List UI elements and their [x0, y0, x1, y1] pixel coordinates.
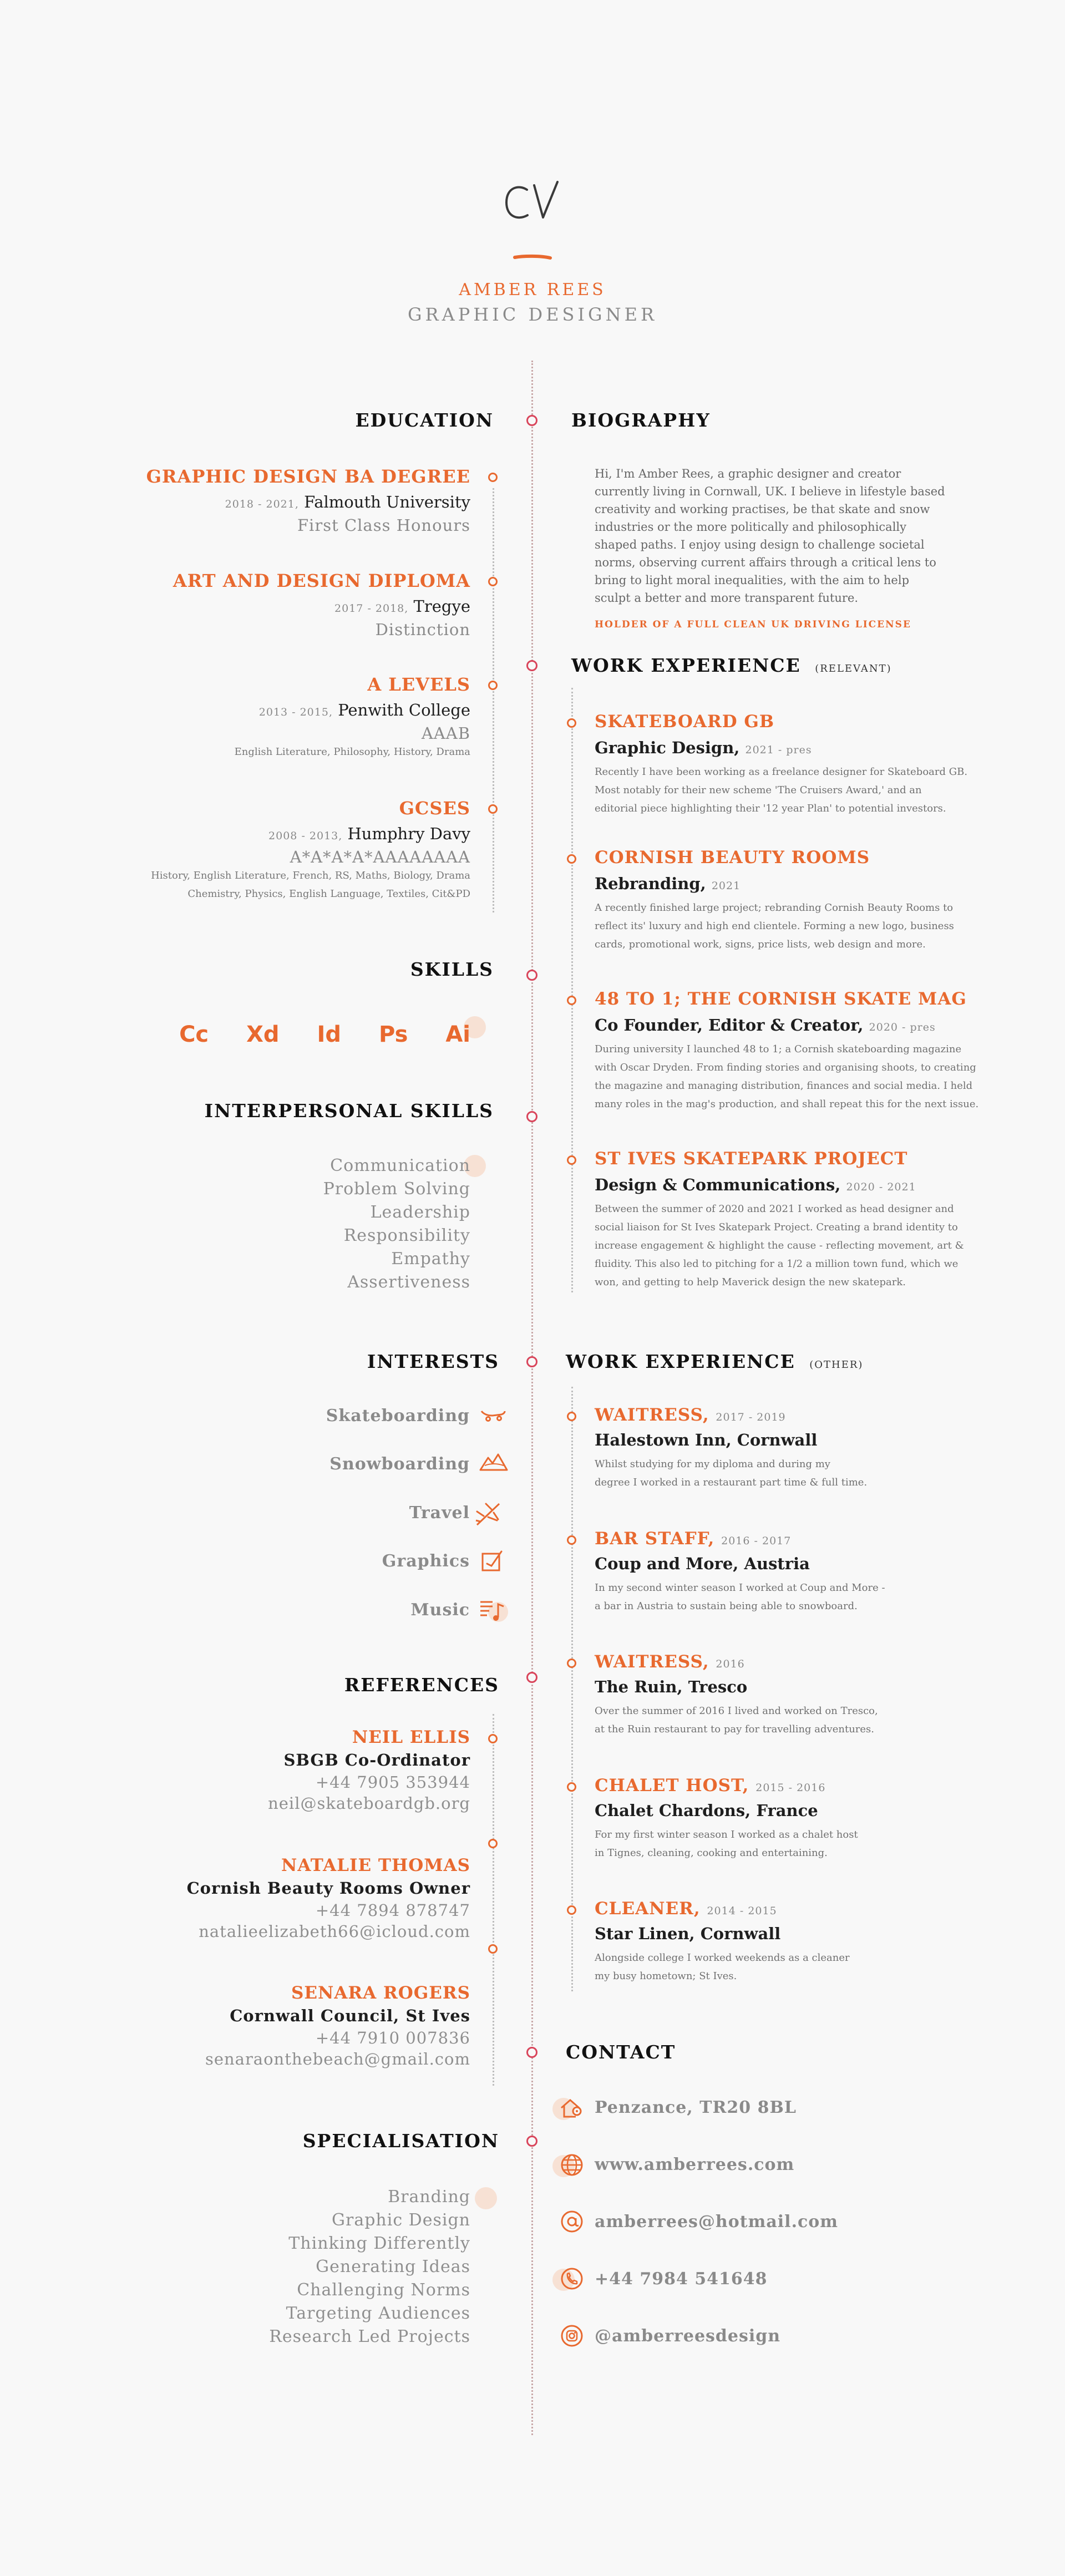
person-name: AMBER REES	[459, 280, 606, 300]
education-node	[488, 577, 498, 586]
reference-email[interactable]: neil@skateboardgb.org	[268, 1794, 470, 1813]
job-years: 2020 - 2021	[846, 1181, 916, 1193]
education-result: Distinction	[375, 620, 470, 639]
job-title: CHALET HOST,	[595, 1776, 749, 1796]
job-role: Co Founder, Editor & Creator,	[595, 1016, 864, 1035]
education-item	[82, 466, 470, 535]
reference-node	[488, 1734, 498, 1743]
job-item	[595, 1899, 994, 1985]
reference-item	[82, 1855, 470, 1941]
education-years: 2008 - 2013,	[268, 830, 343, 842]
reference-role: Cornish Beauty Rooms Owner	[186, 1879, 470, 1898]
skill-ai: Ai	[445, 1022, 470, 1047]
person-role: GRAPHIC DESIGNER	[407, 304, 658, 325]
job-description: In my second winter season I worked at Coup and More - a bar in Austria to sustain being able to snowboard.	[595, 1582, 885, 1612]
reference-phone[interactable]: +44 7905 353944	[315, 1773, 470, 1792]
contact-website[interactable]: www.amberrees.com	[595, 2155, 795, 2174]
job-node	[567, 1659, 576, 1668]
job-title: CLEANER,	[595, 1899, 701, 1919]
highlight-blob	[475, 2187, 497, 2209]
job-item	[595, 1529, 994, 1615]
timeline-node	[526, 970, 537, 981]
job-description: Over the summer of 2016 I lived and worked on Tresco, at the Ruin restaurant to pay for travelling adventures.	[595, 1705, 878, 1735]
home-location-icon	[559, 2096, 585, 2121]
education-school: Penwith College	[338, 701, 470, 719]
reference-phone[interactable]: +44 7894 878747	[315, 1901, 470, 1920]
interest-label: Snowboarding	[329, 1454, 470, 1474]
education-item	[27, 798, 470, 903]
reference-role: Cornwall Council, St Ives	[230, 2006, 470, 2025]
education-subjects: English Literature, Philosophy, History, Drama	[234, 746, 470, 758]
job-place: Star Linen, Cornwall	[595, 1924, 781, 1943]
timeline-node	[526, 415, 537, 426]
software-skills	[149, 1022, 470, 1047]
job-role: Graphic Design,	[595, 738, 740, 757]
timeline-node	[526, 2136, 537, 2147]
work-relevant-timeline	[571, 688, 573, 1292]
mountain-icon	[479, 1452, 508, 1472]
music-icon	[478, 1598, 506, 1622]
reference-role: SBGB Co-Ordinator	[283, 1751, 470, 1769]
job-item	[595, 712, 994, 818]
job-description: During university I launched 48 to 1; a Cornish skateboarding magazine with Oscar Dryden. From finding stories and organising shoots, to creating the magazine and managing distribution, finances and social media. I held many roles in the mag's production, and shall repeat this for the next issue.	[595, 1043, 979, 1110]
job-node	[567, 854, 576, 864]
reference-item	[82, 1983, 470, 2068]
job-employer: 48 TO 1; THE CORNISH SKATE MAG	[595, 989, 967, 1009]
specialisation-item: Thinking Differently	[288, 2234, 470, 2253]
contact-instagram[interactable]: @amberreesdesign	[595, 2326, 781, 2346]
education-degree: GCSES	[399, 798, 470, 819]
job-employer: SKATEBOARD GB	[595, 712, 775, 732]
job-description: A recently finished large project; rebranding Cornish Beauty Rooms to reflect its' luxury and high end clientele. Forming a new logo, business cards, promotional work, signs, price lists, web design and more.	[595, 902, 954, 950]
job-years: 2016	[716, 1658, 745, 1670]
job-employer: ST IVES SKATEPARK PROJECT	[595, 1149, 908, 1169]
education-subjects: History, English Literature, French, RS, Maths, Biology, Drama	[151, 870, 470, 881]
interest-label: Music	[410, 1600, 470, 1620]
job-item	[595, 1405, 994, 1492]
interpersonal-list	[193, 1154, 470, 1294]
job-item	[595, 989, 1016, 1113]
reference-name: NATALIE THOMAS	[281, 1855, 470, 1875]
job-place: Coup and More, Austria	[595, 1554, 810, 1573]
skills-title: SKILLS	[410, 959, 494, 980]
interpersonal-item: Problem Solving	[323, 1179, 470, 1199]
interpersonal-item: Assertiveness	[347, 1272, 470, 1292]
job-years: 2015 - 2016	[755, 1782, 826, 1794]
education-timeline	[493, 488, 494, 912]
interpersonal-item: Empathy	[391, 1249, 470, 1269]
specialisation-item: Generating Ideas	[316, 2257, 470, 2276]
instagram-icon	[559, 2323, 585, 2349]
reference-email[interactable]: natalieelizabeth66@icloud.com	[199, 1922, 470, 1941]
references-title: REFERENCES	[344, 1674, 499, 1696]
job-role: Rebranding,	[595, 874, 706, 893]
education-years: 2017 - 2018,	[334, 602, 409, 615]
at-sign-icon	[559, 2209, 585, 2234]
timeline-node	[526, 660, 537, 671]
work-relevant-title: WORK EXPERIENCE (RELEVANT)	[571, 655, 892, 676]
education-title: EDUCATION	[355, 409, 494, 431]
timeline-node	[526, 1672, 537, 1683]
brush-underline	[513, 254, 552, 261]
reference-item	[82, 1727, 470, 1813]
interpersonal-item: Responsibility	[343, 1226, 470, 1245]
interest-label: Skateboarding	[326, 1406, 470, 1426]
job-item	[595, 848, 994, 954]
job-description: Whilst studying for my diploma and during my degree I worked in a restaurant part time & full time.	[595, 1458, 868, 1488]
education-subjects: Chemistry, Physics, English Language, Textiles, Cit&PD	[187, 888, 470, 900]
specialisation-item: Graphic Design	[332, 2210, 470, 2230]
drawing-icon	[480, 1549, 504, 1573]
job-title: WAITRESS,	[595, 1652, 709, 1672]
interpersonal-title: INTERPERSONAL SKILLS	[204, 1100, 494, 1122]
job-description: Recently I have been working as a freelance designer for Skateboard GB. Most notably for their new scheme 'The Cruisers Award,' and an editorial piece highlighting their '12 year Plan' to potential investors.	[595, 766, 968, 814]
reference-email[interactable]: senaraonthebeach@gmail.com	[205, 2050, 470, 2068]
education-item	[82, 674, 470, 761]
skateboard-icon	[479, 1403, 507, 1426]
job-description: Between the summer of 2020 and 2021 I worked as head designer and social liaison for St Ives Skatepark Project. Creating a brand identity to increase engagement & highlight the cause - reflecting movement, art & fluidity. This also led to pitching for a 1/2 a million town fund, which we won, and getting to help Maverick design the new skatepark.	[595, 1203, 964, 1288]
job-node	[567, 996, 576, 1005]
job-node	[567, 1535, 576, 1545]
specialisation-title: SPECIALISATION	[302, 2130, 499, 2152]
interest-label: Graphics	[382, 1551, 470, 1571]
job-node	[567, 718, 576, 728]
skill-xd: Xd	[246, 1022, 280, 1047]
education-degree: GRAPHIC DESIGN BA DEGREE	[146, 466, 470, 487]
education-result: First Class Honours	[297, 516, 470, 535]
education-result: A*A*A*A*AAAAAAAA	[290, 848, 470, 866]
plane-icon	[473, 1500, 504, 1528]
interpersonal-item: Communication	[330, 1156, 470, 1175]
job-years: 2014 - 2015	[707, 1905, 777, 1917]
contact-address: Penzance, TR20 8BL	[595, 2098, 797, 2117]
education-school: Falmouth University	[304, 493, 470, 511]
contact-title: CONTACT	[566, 2041, 676, 2063]
education-node	[488, 804, 498, 814]
job-years: 2021	[711, 880, 741, 892]
driving-licence: HOLDER OF A FULL CLEAN UK DRIVING LICENSE	[595, 619, 911, 630]
job-years: 2017 - 2019	[716, 1411, 786, 1423]
main-timeline	[531, 361, 533, 2435]
work-other-timeline	[571, 1387, 573, 1991]
skill-cc: Cc	[179, 1022, 209, 1047]
education-node	[488, 473, 498, 482]
job-years: 2016 - 2017	[721, 1535, 792, 1547]
biography-title: BIOGRAPHY	[571, 409, 711, 431]
job-item	[595, 1652, 994, 1738]
skill-id: Id	[317, 1022, 342, 1047]
work-other-title: WORK EXPERIENCE (OTHER)	[566, 1351, 864, 1372]
reference-phone[interactable]: +44 7910 007836	[315, 2029, 470, 2047]
reference-node	[488, 1839, 498, 1848]
interpersonal-item: Leadership	[370, 1203, 470, 1222]
job-title: WAITRESS,	[595, 1405, 709, 1425]
job-years: 2020 - pres	[869, 1021, 936, 1033]
education-item	[82, 570, 470, 639]
specialisation-list	[193, 2185, 470, 2349]
job-description: Alongside college I worked weekends as a cleaner my busy hometown; St Ives.	[595, 1952, 850, 1982]
skill-ps: Ps	[378, 1022, 408, 1047]
interest-label: Travel	[409, 1503, 470, 1523]
education-years: 2013 - 2015,	[258, 706, 333, 718]
work-other-subtitle: (OTHER)	[809, 1359, 864, 1371]
job-node	[567, 1155, 576, 1165]
job-node	[567, 1905, 576, 1915]
contact-phone[interactable]: +44 7984 541648	[595, 2269, 768, 2289]
job-employer: CORNISH BEAUTY ROOMS	[595, 848, 870, 868]
education-degree: ART AND DESIGN DIPLOMA	[173, 570, 470, 591]
job-place: Chalet Chardons, France	[595, 1801, 818, 1820]
job-role: Design & Communications,	[595, 1175, 841, 1194]
specialisation-item: Research Led Projects	[269, 2327, 470, 2346]
reference-name: NEIL ELLIS	[352, 1727, 470, 1747]
contact-email[interactable]: amberrees@hotmail.com	[595, 2212, 839, 2232]
timeline-node	[526, 1111, 537, 1122]
education-node	[488, 681, 498, 690]
references-timeline	[493, 1714, 494, 2086]
education-degree: A LEVELS	[367, 674, 470, 695]
job-node	[567, 1412, 576, 1421]
biography-text: Hi, I'm Amber Rees, a graphic designer and creator currently living in Cornwall, UK. I believe in lifestyle based creativity and working practises, be that skate and snow industries or the more politically and philosophically shaped paths. I enjoy using design to challenge societal norms, observing current affairs through a critical lens to bring to light moral inequalities, with the aim to help sculpt a better and more transparent future.	[595, 467, 945, 605]
reference-node	[488, 1944, 498, 1954]
job-title: BAR STAFF,	[595, 1529, 715, 1549]
job-item	[595, 1776, 994, 1862]
specialisation-item: Targeting Audiences	[286, 2304, 470, 2323]
work-relevant-subtitle: (RELEVANT)	[815, 663, 892, 675]
reference-name: SENARA ROGERS	[291, 1983, 470, 2003]
job-place: Halestown Inn, Cornwall	[595, 1431, 818, 1449]
education-years: 2018 - 2021,	[225, 498, 299, 510]
job-place: The Ruin, Tresco	[595, 1677, 748, 1696]
phone-icon	[559, 2266, 585, 2291]
job-description: For my first winter season I worked as a chalet host in Tignes, cleaning, cooking and entertaining.	[595, 1829, 858, 1859]
specialisation-item: Branding	[388, 2187, 470, 2207]
job-years: 2021 - pres	[745, 744, 812, 756]
timeline-node	[526, 1356, 537, 1367]
education-result: AAAB	[421, 724, 470, 743]
interests-title: INTERESTS	[367, 1351, 499, 1372]
timeline-node	[526, 2047, 537, 2058]
job-item	[595, 1149, 1005, 1291]
education-school: Tregye	[413, 597, 470, 616]
specialisation-item: Challenging Norms	[297, 2280, 470, 2300]
globe-icon	[559, 2152, 585, 2178]
job-node	[567, 1782, 576, 1792]
education-school: Humphry Davy	[347, 824, 470, 843]
cv-logo	[502, 178, 563, 233]
